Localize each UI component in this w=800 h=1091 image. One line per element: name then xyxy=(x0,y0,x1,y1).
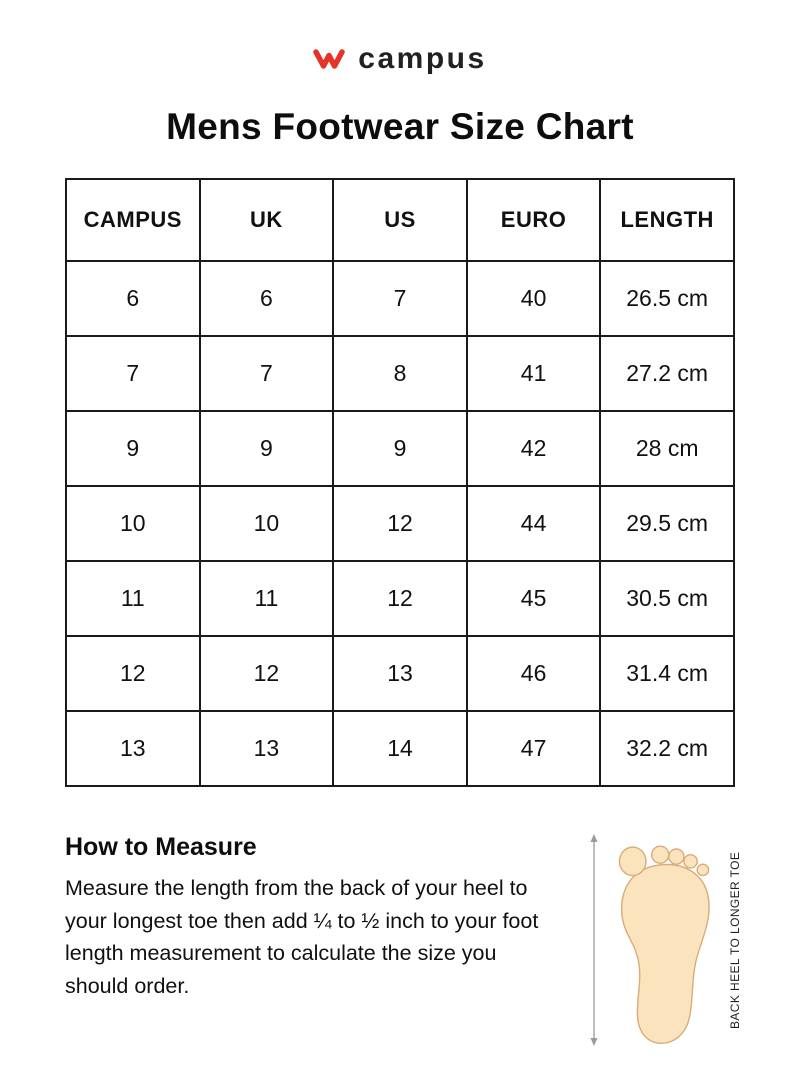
size-cell: 11 xyxy=(200,561,334,636)
column-header: US xyxy=(333,179,467,261)
size-cell: 13 xyxy=(200,711,334,786)
size-cell: 14 xyxy=(333,711,467,786)
table-row xyxy=(66,711,734,786)
size-cell: 32.2 cm xyxy=(600,711,734,786)
how-to-measure-heading: How to Measure xyxy=(65,833,257,861)
logo-text: campus xyxy=(358,42,487,75)
how-to-measure-section xyxy=(65,831,742,1049)
size-cell: 44 xyxy=(467,486,601,561)
size-cell: 31.4 cm xyxy=(600,636,734,711)
measurement-line xyxy=(588,831,600,1049)
size-cell: 12 xyxy=(333,486,467,561)
size-cell: 30.5 cm xyxy=(600,561,734,636)
size-cell: 7 xyxy=(333,261,467,336)
size-cell: 13 xyxy=(333,636,467,711)
size-cell: 7 xyxy=(200,336,334,411)
table-row xyxy=(66,411,734,486)
size-cell: 6 xyxy=(200,261,334,336)
size-cell: 27.2 cm xyxy=(600,336,734,411)
logo-swoosh-icon xyxy=(313,47,349,71)
foot-illustration-icon xyxy=(606,831,722,1049)
size-cell: 47 xyxy=(467,711,601,786)
table-row xyxy=(66,561,734,636)
column-header: UK xyxy=(200,179,334,261)
size-chart-table-wrap xyxy=(65,178,735,787)
size-cell: 9 xyxy=(66,411,200,486)
size-cell: 42 xyxy=(467,411,601,486)
size-cell: 12 xyxy=(200,636,334,711)
size-cell: 9 xyxy=(333,411,467,486)
size-cell: 6 xyxy=(66,261,200,336)
column-header: LENGTH xyxy=(600,179,734,261)
campus-logo xyxy=(0,0,800,76)
column-header: CAMPUS xyxy=(66,179,200,261)
size-cell: 8 xyxy=(333,336,467,411)
size-cell: 40 xyxy=(467,261,601,336)
size-cell: 46 xyxy=(467,636,601,711)
foot-diagram xyxy=(562,831,742,1049)
size-cell: 10 xyxy=(66,486,200,561)
size-cell: 12 xyxy=(333,561,467,636)
table-row xyxy=(66,636,734,711)
table-row xyxy=(66,261,734,336)
how-to-measure-text: Measure the length from the back of your heel to your longest toe then add ¼ to ½ inch to your foot length measurement to calculate the size you should order. xyxy=(65,876,539,999)
column-header: EURO xyxy=(467,179,601,261)
size-cell: 45 xyxy=(467,561,601,636)
size-cell: 41 xyxy=(467,336,601,411)
diagram-label: BACK HEEL TO LONGER TOE xyxy=(728,851,742,1029)
size-cell: 9 xyxy=(200,411,334,486)
table-row xyxy=(66,486,734,561)
page-title: Mens Footwear Size Chart xyxy=(166,106,634,147)
size-chart-table xyxy=(65,178,735,787)
table-row xyxy=(66,336,734,411)
size-cell: 26.5 cm xyxy=(600,261,734,336)
size-cell: 12 xyxy=(66,636,200,711)
size-cell: 29.5 cm xyxy=(600,486,734,561)
size-cell: 28 cm xyxy=(600,411,734,486)
size-cell: 10 xyxy=(200,486,334,561)
size-cell: 13 xyxy=(66,711,200,786)
size-cell: 11 xyxy=(66,561,200,636)
size-cell: 7 xyxy=(66,336,200,411)
header-row xyxy=(66,179,734,261)
